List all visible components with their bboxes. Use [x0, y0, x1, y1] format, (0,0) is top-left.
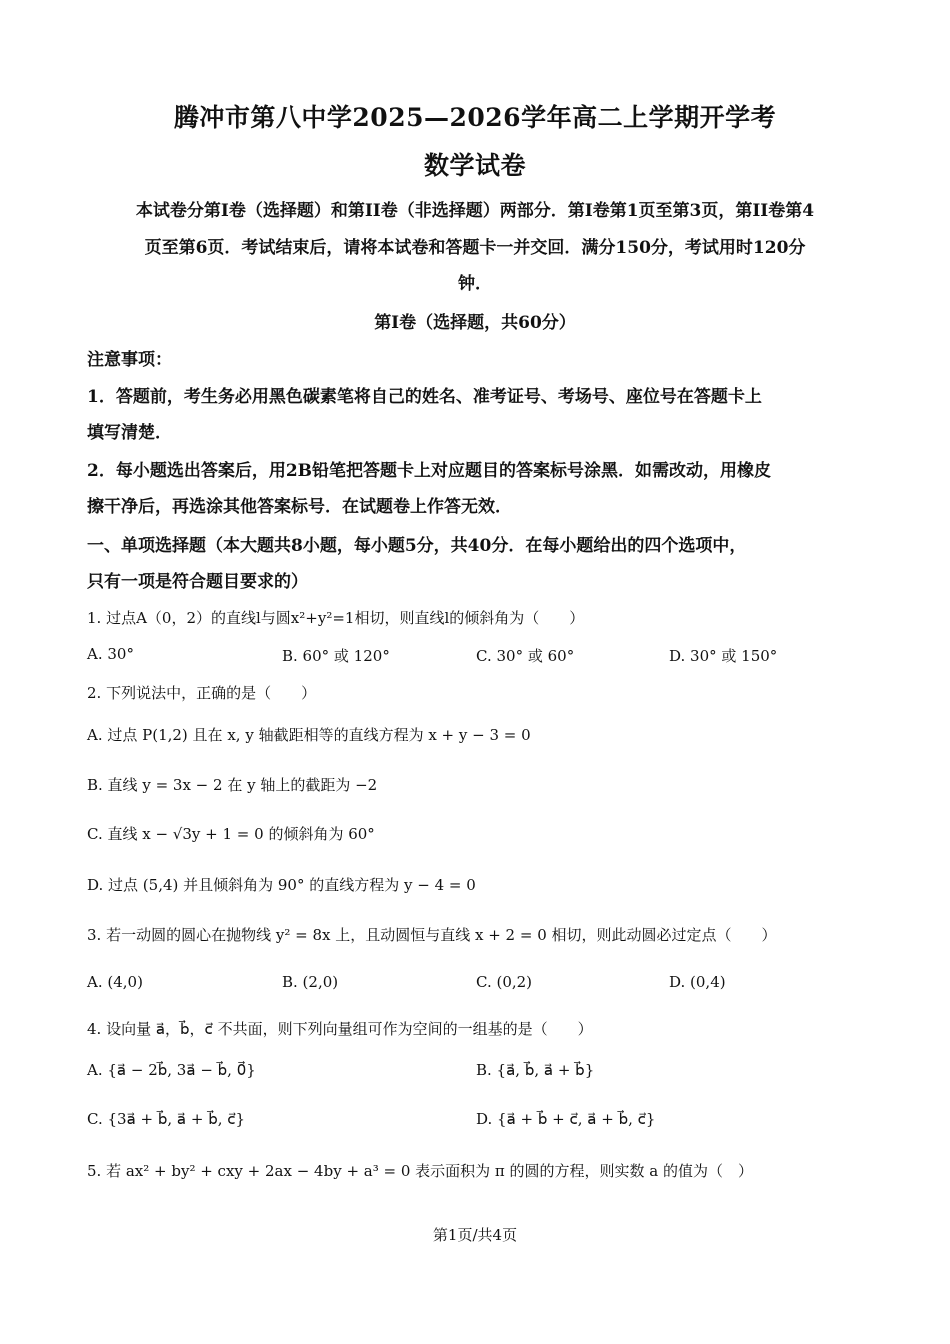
- question-1-option-b: B. 60° 或 120°: [282, 647, 390, 665]
- question-4-stem: 4. 设向量 a⃗，b⃗，c⃗ 不共面，则下列向量组可作为空间的一组基的是（ ）: [87, 1020, 593, 1038]
- question-4-option-b: B. {a⃗, b⃗, a⃗ + b⃗}: [476, 1061, 595, 1079]
- notice-heading: 注意事项：: [87, 350, 172, 370]
- question-2-option-b: B. 直线 y = 3x − 2 在 y 轴上的截距为 −2: [87, 776, 378, 794]
- exam-subtitle: 数学试卷: [423, 151, 526, 180]
- page-footer: 第1页/共4页: [432, 1226, 518, 1244]
- question-1-option-c: C. 30° 或 60°: [476, 647, 575, 665]
- question-4-option-a: A. {a⃗ − 2b⃗, 3a⃗ − b⃗, 0⃗}: [87, 1061, 256, 1079]
- notice-item-1-line-1: 1．答题前，考生务必用黑色碳素笔将自己的姓名、准考证号、考场号、座位号在答题卡上: [87, 387, 762, 407]
- question-2-stem: 2. 下列说法中，正确的是（ ）: [87, 684, 317, 702]
- question-4-option-d: D. {a⃗ + b⃗ + c⃗, a⃗ + b⃗, c⃗}: [476, 1110, 656, 1128]
- notice-item-2-line-2: 擦干净后，再选涂其他答案标号．在试题卷上作答无效．: [87, 497, 512, 517]
- part1-line-1: 一、单项选择题（本大题共8小题，每小题5分，共40分．在每小题给出的四个选项中，: [87, 536, 747, 556]
- question-1-stem: 1. 过点A（0，2）的直线l与圆x²+y²=1相切，则直线l的倾斜角为（ ）: [87, 609, 585, 627]
- question-1-option-a: A. 30°: [87, 645, 134, 663]
- question-3-option-c: C. (0,2): [476, 973, 533, 991]
- question-5-stem: 5. 若 ax² + by² + cxy + 2ax − 4by + a³ = 0 表示面积为 π 的圆的方程，则实数 a 的值为（ ）: [87, 1162, 754, 1180]
- section-title: 第I卷（选择题，共60分）: [374, 313, 576, 333]
- intro-line-2: 页至第6页．考试结束后，请将本试卷和答题卡一并交回．满分150分，考试用时120分: [144, 238, 806, 258]
- part1-line-2: 只有一项是符合题目要求的）: [87, 572, 308, 592]
- question-2-option-d: D. 过点 (5,4) 并且倾斜角为 90° 的直线方程为 y − 4 = 0: [87, 876, 476, 894]
- question-2-option-c: C. 直线 x − √3y + 1 = 0 的倾斜角为 60°: [87, 825, 375, 843]
- question-3-option-a: A. (4,0): [87, 973, 143, 991]
- intro-line-1: 本试卷分第I卷（选择题）和第II卷（非选择题）两部分．第I卷第1页至第3页，第II卷第4: [135, 201, 815, 221]
- question-3-stem: 3. 若一动圆的圆心在抛物线 y² = 8x 上，且动圆恒与直线 x + 2 = 0 相切，则此动圆必过定点（ ）: [87, 926, 777, 944]
- exam-title: 腾冲市第八中学2025—2026学年高二上学期开学考: [173, 103, 777, 132]
- notice-item-2-line-1: 2．每小题选出答案后，用2B铅笔把答题卡上对应题目的答案标号涂黑．如需改动，用橡皮: [87, 461, 772, 481]
- intro-line-3: 钟．: [458, 274, 492, 294]
- question-3-option-d: D. (0,4): [669, 973, 726, 991]
- notice-item-1-line-2: 填写清楚．: [87, 423, 172, 443]
- question-2-option-a: A. 过点 P(1,2) 且在 x, y 轴截距相等的直线方程为 x + y − 3 = 0: [87, 726, 531, 744]
- question-3-option-b: B. (2,0): [282, 973, 339, 991]
- question-4-option-c: C. {3a⃗ + b⃗, a⃗ + b⃗, c⃗}: [87, 1110, 246, 1128]
- question-1-option-d: D. 30° 或 150°: [669, 647, 778, 665]
